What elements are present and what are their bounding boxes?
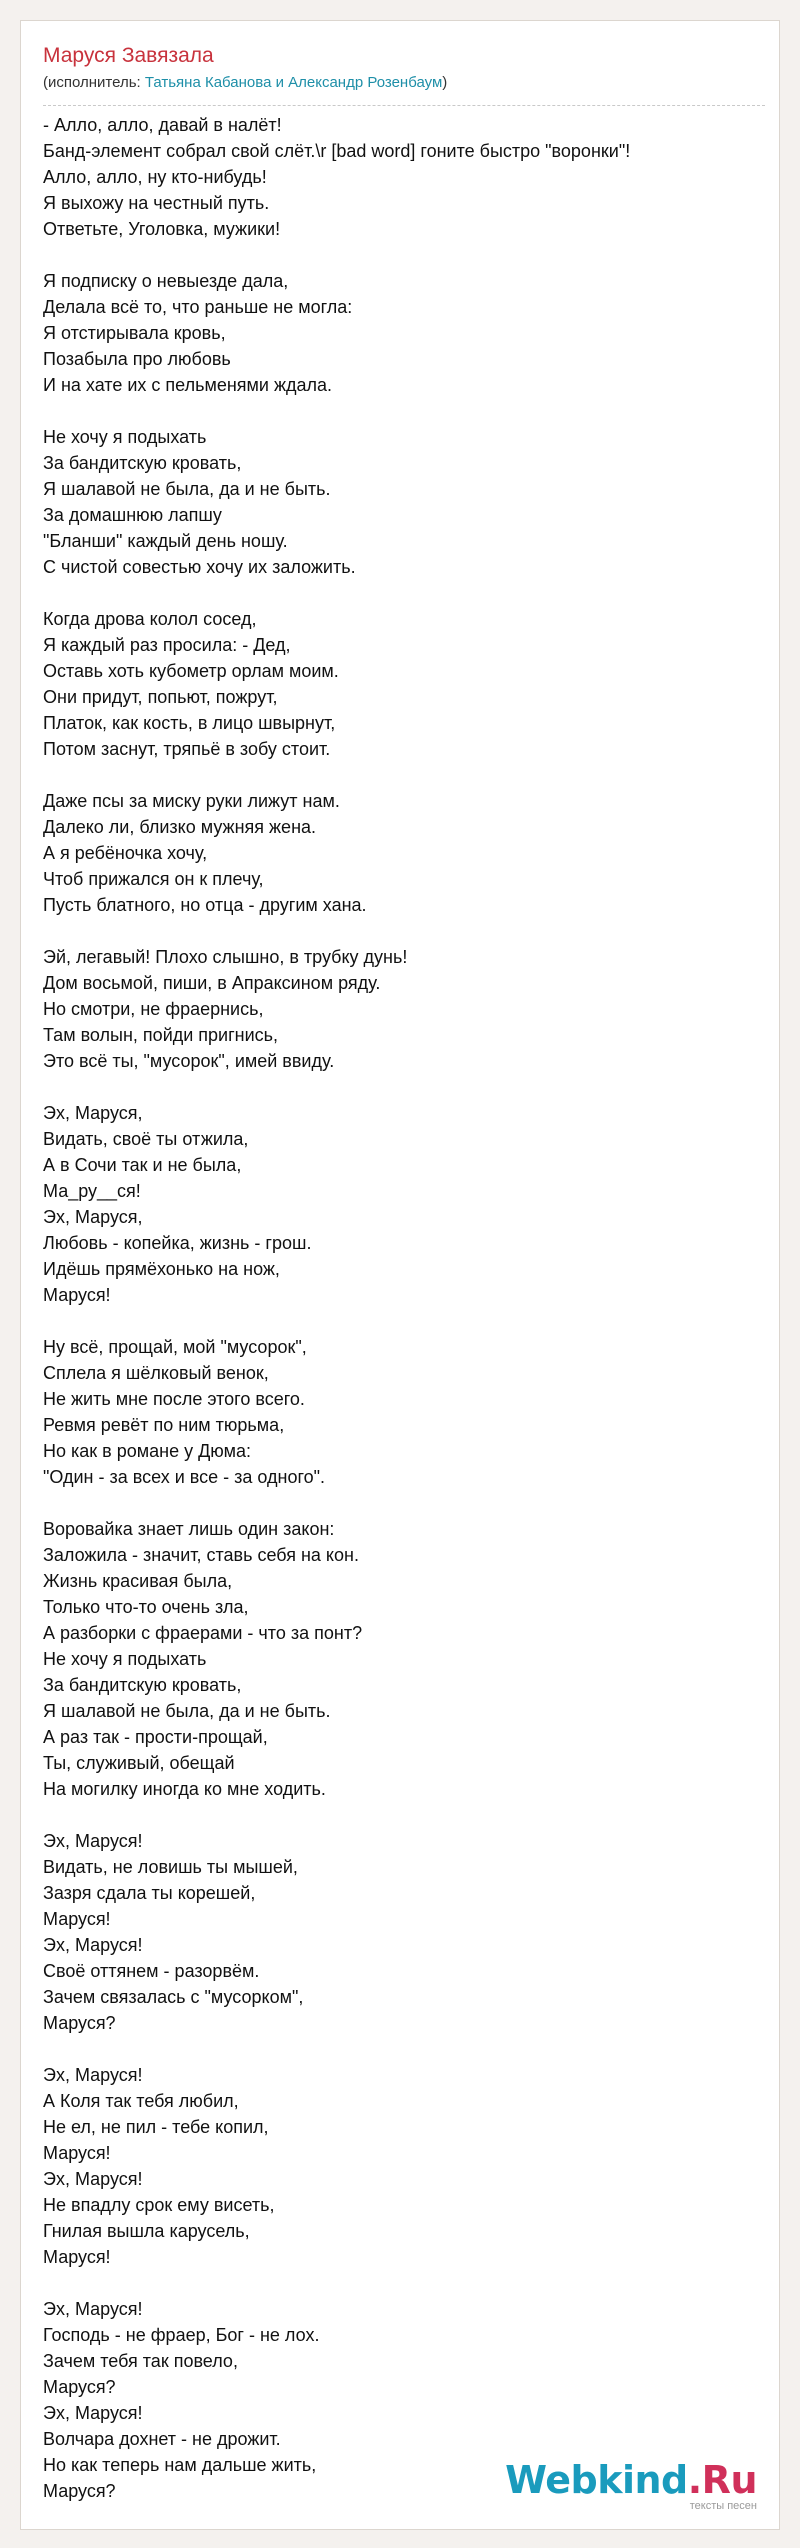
lyric-line: Маруся?	[43, 2013, 116, 2033]
lyric-line: Но смотри, не фраернись,	[43, 999, 264, 1019]
lyric-line: Я подписку о невыезде дала,	[43, 271, 289, 291]
lyric-line: Эх, Маруся!	[43, 2065, 143, 2085]
lyric-line: Эх, Маруся!	[43, 1831, 143, 1851]
lyric-line: Алло, алло, ну кто-нибудь!	[43, 167, 267, 187]
song-title: Маруся Завязала	[43, 44, 214, 67]
lyric-line: Потом заснут, тряпьё в зобу стоит.	[43, 739, 331, 759]
lyric-line: Маруся?	[43, 2377, 116, 2397]
lyric-line: Ты, служивый, обещай	[43, 1753, 235, 1773]
lyric-line: Ну всё, прощай, мой "мусорок",	[43, 1337, 307, 1357]
lyric-line: Маруся!	[43, 1285, 111, 1305]
site-logo[interactable]	[505, 2458, 757, 2512]
logo-name: Webkind	[505, 2458, 688, 2502]
lyric-line: Далеко ли, близко мужняя жена.	[43, 817, 317, 837]
lyrics-card	[20, 20, 780, 2530]
lyric-line: Не жить мне после этого всего.	[43, 1389, 305, 1409]
lyric-line: Не впадлу срок ему висеть,	[43, 2195, 275, 2215]
lyric-line: Дом восьмой, пиши, в Апраксином ряду.	[43, 973, 381, 993]
lyrics-stanza	[43, 424, 763, 580]
lyric-line: Ответьте, Уголовка, мужики!	[43, 219, 281, 239]
lyric-line: "Один - за всех и все - за одного".	[43, 1467, 326, 1487]
lyric-line: Видать, своё ты отжила,	[43, 1129, 249, 1149]
lyric-line: Платок, как кость, в лицо швырнут,	[43, 713, 336, 733]
lyric-line: Ма_ру__ся!	[43, 1181, 141, 1201]
lyric-line: А я ребёночка хочу,	[43, 843, 208, 863]
lyric-line: Эх, Маруся!	[43, 2403, 143, 2423]
lyric-line: Не хочу я подыхать	[43, 427, 207, 447]
lyric-line: Эх, Маруся!	[43, 1935, 143, 1955]
logo-tld: .Ru	[687, 2458, 757, 2502]
lyric-line: Волчара дохнет - не дрожит.	[43, 2429, 281, 2449]
lyric-line: Только что-то очень зла,	[43, 1597, 249, 1617]
lyric-line: Воровайка знает лишь один закон:	[43, 1519, 335, 1539]
lyric-line: Я каждый раз просила: - Дед,	[43, 635, 291, 655]
lyric-line: Маруся!	[43, 2247, 111, 2267]
lyrics-stanza	[43, 1100, 763, 1308]
lyric-line: Когда дрова колол сосед,	[43, 609, 257, 629]
lyric-line: Я выхожу на честный путь.	[43, 193, 270, 213]
lyric-line: Сплела я шёлковый венок,	[43, 1363, 269, 1383]
lyric-line: Но как теперь нам дальше жить,	[43, 2455, 317, 2475]
performer-prefix: (исполнитель:	[43, 74, 145, 91]
lyric-line: Заложила - значит, ставь себя на кон.	[43, 1545, 359, 1565]
title-divider	[43, 105, 765, 106]
lyrics-stanza	[43, 2062, 763, 2270]
lyric-line: Маруся!	[43, 2143, 111, 2163]
lyric-line: Эх, Маруся,	[43, 1207, 143, 1227]
lyrics-stanza	[43, 1828, 763, 2036]
performer-link[interactable]: Татьяна Кабанова и Александр Розенбаум	[144, 74, 443, 91]
performer-suffix: )	[442, 74, 448, 91]
lyric-line: Я отстирывала кровь,	[43, 323, 226, 343]
lyric-line: Банд-элемент собрал свой слёт.\r [bad word] гоните быстро "воронки"!	[43, 141, 631, 161]
lyrics-stanza	[43, 944, 763, 1074]
lyric-line: Эх, Маруся,	[43, 1103, 143, 1123]
logo-wordmark	[505, 2458, 757, 2502]
lyrics-stanza	[43, 1516, 763, 1802]
lyric-line: Зачем связалась с "мусорком",	[43, 1987, 304, 2007]
lyric-line: Гнилая вышла карусель,	[43, 2221, 250, 2241]
lyric-line: А разборки с фраерами - что за понт?	[43, 1623, 363, 1643]
lyrics-stanza	[43, 788, 763, 918]
lyric-line: За бандитскую кровать,	[43, 453, 242, 473]
lyric-line: Это всё ты, "мусорок", имей ввиду.	[43, 1051, 335, 1071]
lyric-line: Маруся!	[43, 1909, 111, 1929]
lyric-line: С чистой совестью хочу их заложить.	[43, 557, 356, 577]
lyrics-stanza	[43, 606, 763, 762]
lyric-line: А Коля так тебя любил,	[43, 2091, 239, 2111]
lyric-line: Я шалавой не была, да и не быть.	[43, 1701, 331, 1721]
lyric-line: Эх, Маруся!	[43, 2299, 143, 2319]
lyrics-stanza	[43, 1334, 763, 1490]
lyric-line: Делала всё то, что раньше не могла:	[43, 297, 353, 317]
lyrics-stanza	[43, 112, 763, 242]
logo-tagline: тексты песен	[689, 2500, 757, 2512]
lyric-line: Ревмя ревёт по ним тюрьма,	[43, 1415, 285, 1435]
lyric-line: Они придут, попьют, пожрут,	[43, 687, 278, 707]
performer-line	[43, 73, 447, 93]
lyric-line: Чтоб прижался он к плечу,	[43, 869, 264, 889]
lyric-line: И на хате их с пельменями ждала.	[43, 375, 333, 395]
lyric-line: Там волын, пойди пригнись,	[43, 1025, 279, 1045]
lyric-line: Пусть блатного, но отца - другим хана.	[43, 895, 367, 915]
lyric-line: За бандитскую кровать,	[43, 1675, 242, 1695]
lyric-line: Жизнь красивая была,	[43, 1571, 233, 1591]
lyric-line: Своё оттянем - разорвём.	[43, 1961, 260, 1981]
lyric-line: "Бланши" каждый день ношу.	[43, 531, 288, 551]
lyric-line: Оставь хоть кубометр орлам моим.	[43, 661, 339, 681]
lyric-line: Зачем тебя так повело,	[43, 2351, 238, 2371]
lyric-line: Любовь - копейка, жизнь - грош.	[43, 1233, 312, 1253]
lyric-line: На могилку иногда ко мне ходить.	[43, 1779, 326, 1799]
lyric-line: Идёшь прямёхонько на нож,	[43, 1259, 280, 1279]
lyric-line: Не хочу я подыхать	[43, 1649, 207, 1669]
lyric-line: За домашнюю лапшу	[43, 505, 222, 525]
lyric-line: Маруся?	[43, 2481, 116, 2501]
lyric-line: Не ел, не пил - тебе копил,	[43, 2117, 269, 2137]
lyric-line: Позабыла про любовь	[43, 349, 231, 369]
lyric-line: Господь - не фраер, Бог - не лох.	[43, 2325, 320, 2345]
lyrics-text	[43, 112, 763, 2530]
lyric-line: Но как в романе у Дюма:	[43, 1441, 251, 1461]
lyric-line: Даже псы за миску руки лижут нам.	[43, 791, 340, 811]
lyric-line: А в Сочи так и не была,	[43, 1155, 242, 1175]
lyric-line: Зазря сдала ты корешей,	[43, 1883, 256, 1903]
lyric-line: Эх, Маруся!	[43, 2169, 143, 2189]
lyric-line: Я шалавой не была, да и не быть.	[43, 479, 331, 499]
lyric-line: А раз так - прости-прощай,	[43, 1727, 268, 1747]
lyric-line: Видать, не ловишь ты мышей,	[43, 1857, 298, 1877]
lyrics-stanza	[43, 268, 763, 398]
lyric-line: Эй, легавый! Плохо слышно, в трубку дунь!	[43, 947, 408, 967]
lyric-line: - Алло, алло, давай в налёт!	[43, 115, 282, 135]
